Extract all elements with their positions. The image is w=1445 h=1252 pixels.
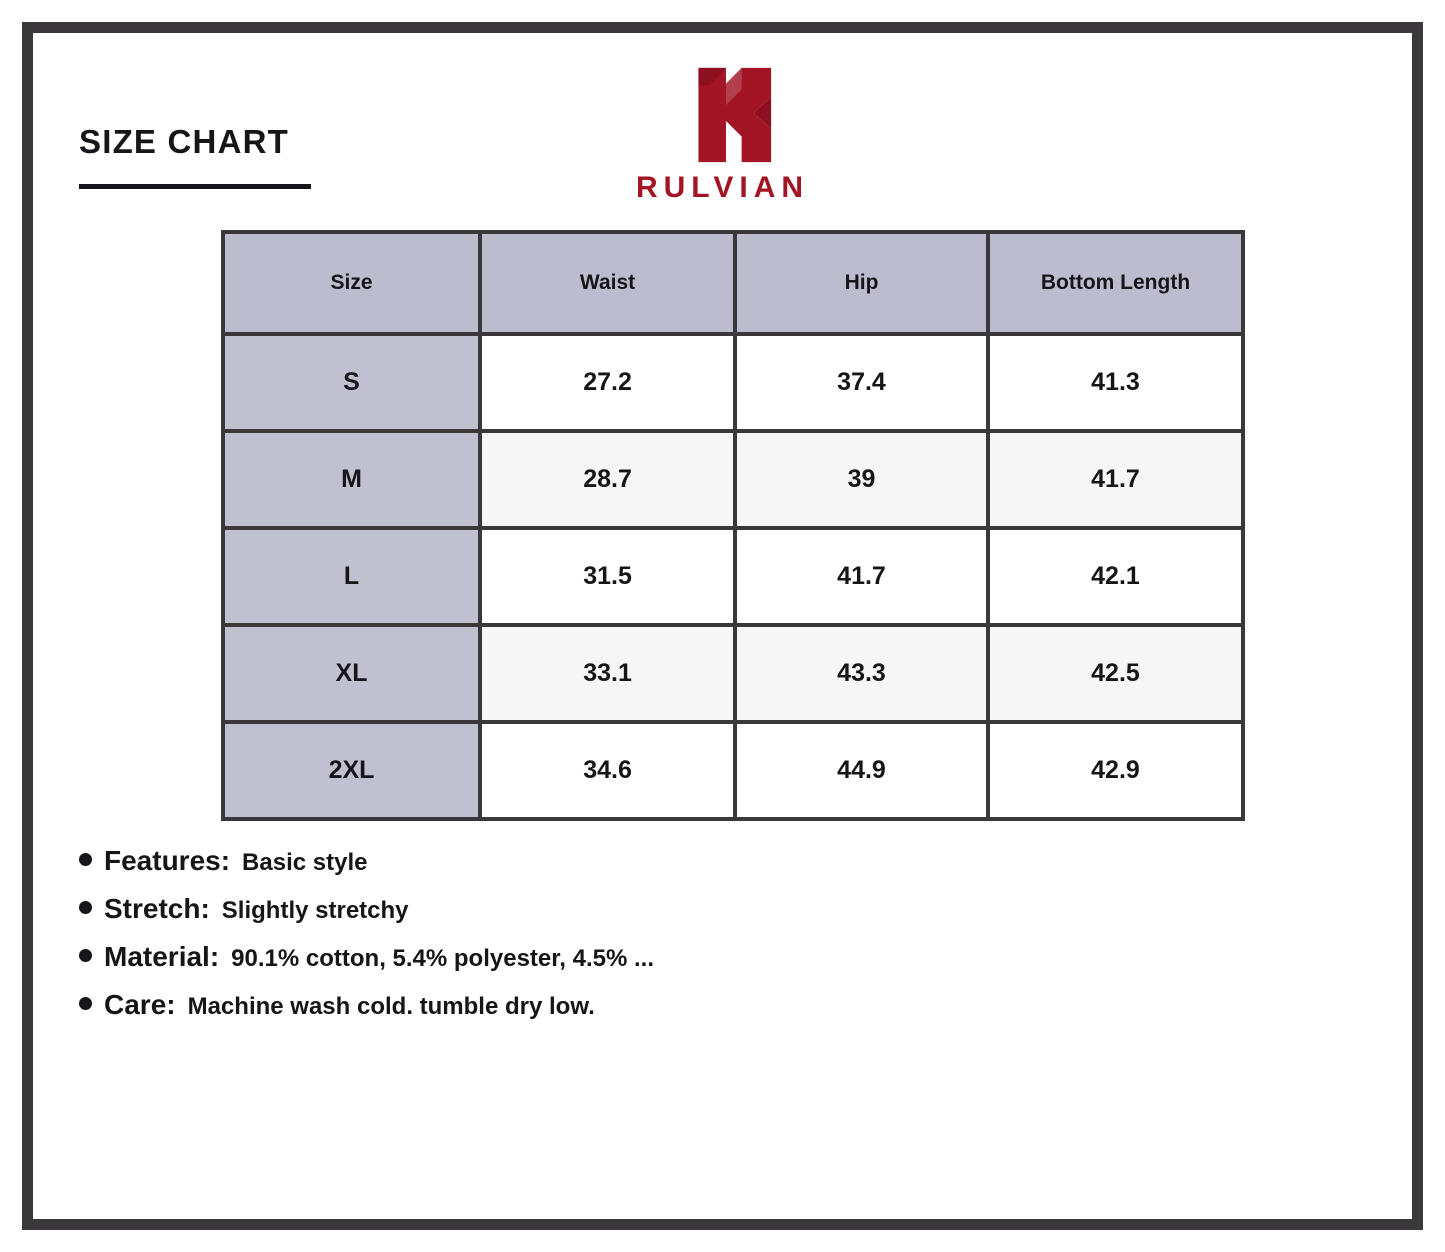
cell-bottom-length: 41.3 <box>988 334 1243 431</box>
cell-size: L <box>223 528 480 625</box>
detail-label: Material: <box>104 941 220 972</box>
list-item <box>79 941 1279 973</box>
detail-value: 90.1% cotton, 5.4% polyester, 4.5% ... <box>231 945 654 972</box>
column-header-hip: Hip <box>735 232 988 334</box>
detail-value: Machine wash cold. tumble dry low. <box>187 993 595 1020</box>
rulvian-r-monogram-icon <box>669 63 777 167</box>
table-row <box>223 528 1243 625</box>
column-header-waist: Waist <box>480 232 735 334</box>
bullet-icon <box>79 949 92 962</box>
cell-size: 2XL <box>223 722 480 819</box>
list-item <box>79 845 1279 877</box>
detail-label: Features: <box>104 845 231 876</box>
bullet-icon <box>79 853 92 866</box>
cell-bottom-length: 41.7 <box>988 431 1243 528</box>
cell-hip: 37.4 <box>735 334 988 431</box>
table-row <box>223 431 1243 528</box>
cell-size: S <box>223 334 480 431</box>
table-row <box>223 334 1243 431</box>
product-details-list <box>79 845 1279 1037</box>
table-header-row <box>223 232 1243 334</box>
cell-waist: 33.1 <box>480 625 735 722</box>
cell-size: XL <box>223 625 480 722</box>
cell-hip: 39 <box>735 431 988 528</box>
cell-bottom-length: 42.5 <box>988 625 1243 722</box>
cell-waist: 31.5 <box>480 528 735 625</box>
cell-hip: 44.9 <box>735 722 988 819</box>
column-header-bottom-length: Bottom Length <box>988 232 1243 334</box>
detail-value: Slightly stretchy <box>221 897 409 924</box>
cell-waist: 27.2 <box>480 334 735 431</box>
cell-hip: 43.3 <box>735 625 988 722</box>
cell-bottom-length: 42.9 <box>988 722 1243 819</box>
page-title: SIZE CHART <box>79 123 289 160</box>
list-item <box>79 893 1279 925</box>
cell-waist: 28.7 <box>480 431 735 528</box>
size-chart-table-wrapper <box>221 230 1245 821</box>
detail-label: Stretch: <box>104 893 210 924</box>
brand-block <box>33 63 1412 203</box>
size-chart-table <box>221 230 1245 821</box>
table-row <box>223 722 1243 819</box>
cell-hip: 41.7 <box>735 528 988 625</box>
bullet-icon <box>79 997 92 1010</box>
cell-size: M <box>223 431 480 528</box>
list-item <box>79 989 1279 1021</box>
page-border-frame <box>22 22 1423 1230</box>
page-content <box>33 33 1412 1219</box>
column-header-size: Size <box>223 232 480 334</box>
cell-waist: 34.6 <box>480 722 735 819</box>
table-row <box>223 625 1243 722</box>
brand-name: RULVIAN <box>635 171 810 204</box>
detail-value: Basic style <box>242 849 368 876</box>
bullet-icon <box>79 901 92 914</box>
detail-label: Care: <box>104 989 176 1020</box>
cell-bottom-length: 42.1 <box>988 528 1243 625</box>
